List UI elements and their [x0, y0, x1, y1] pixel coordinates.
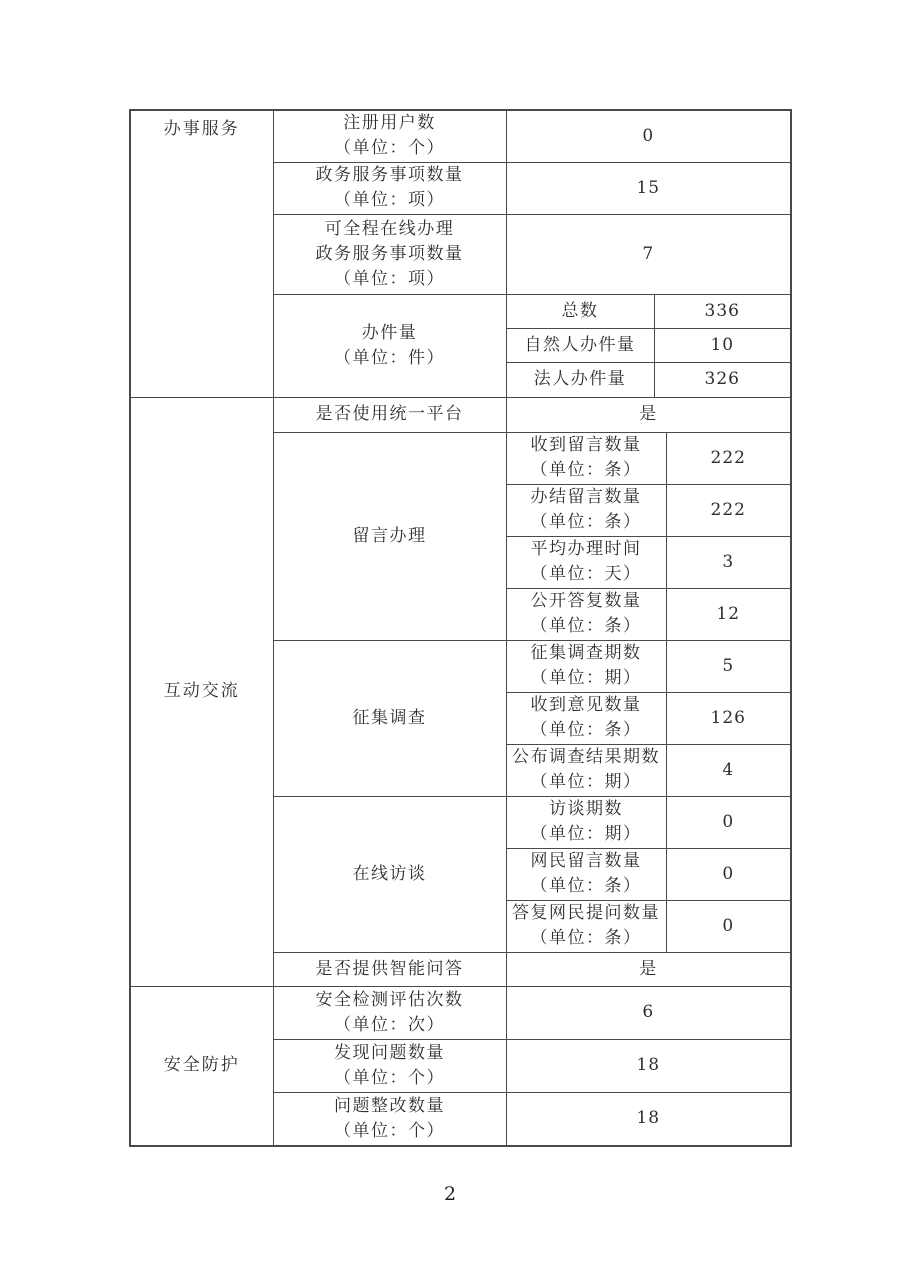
sub-label-cell: 答复网民提问数量 （单位：条）: [506, 900, 666, 952]
page-number: 2: [443, 1183, 457, 1205]
item-label-cell: 可全程在线办理 政务服务事项数量 （单位：项）: [273, 214, 506, 294]
value-cell: 336: [654, 294, 791, 328]
value-cell: 0: [666, 796, 791, 848]
value-cell: 10: [654, 328, 791, 362]
value-cell: 222: [666, 484, 791, 536]
sub-label-cell: 访谈期数 （单位：期）: [506, 796, 666, 848]
sub-label-cell: 收到留言数量 （单位：条）: [506, 432, 666, 484]
value-cell: 0: [666, 900, 791, 952]
item-label-cell: 政务服务事项数量 （单位：项）: [273, 162, 506, 214]
value-cell: 18: [506, 1092, 791, 1146]
value-cell: 326: [654, 362, 791, 397]
sub-label-cell: 平均办理时间 （单位：天）: [506, 536, 666, 588]
sub-label-cell: 收到意见数量 （单位：条）: [506, 692, 666, 744]
item-label-cell: 注册用户数 （单位：个）: [273, 110, 506, 162]
sub-label-cell: 总数: [506, 294, 654, 328]
value-cell: 0: [666, 848, 791, 900]
table-row: [130, 110, 791, 162]
table-row: [130, 397, 791, 432]
value-cell: 0: [506, 110, 791, 162]
value-cell: 18: [506, 1039, 791, 1092]
value-cell: 222: [666, 432, 791, 484]
value-cell: 5: [666, 640, 791, 692]
sub-label-cell: 自然人办件量: [506, 328, 654, 362]
value-cell: 7: [506, 214, 791, 294]
report-table: [129, 109, 792, 1147]
item-label-cell: 问题整改数量 （单位：个）: [273, 1092, 506, 1146]
report-table-body: [130, 110, 791, 1146]
category-cell: 安全防护: [130, 986, 273, 1146]
table-row: [130, 986, 791, 1039]
sub-label-cell: 法人办件量: [506, 362, 654, 397]
sub-label-cell: 网民留言数量 （单位：条）: [506, 848, 666, 900]
group-label-cell: 留言办理: [273, 432, 506, 640]
item-label-cell: 是否提供智能问答: [273, 952, 506, 986]
value-cell: 126: [666, 692, 791, 744]
item-label-cell: 发现问题数量 （单位：个）: [273, 1039, 506, 1092]
value-cell: 6: [506, 986, 791, 1039]
value-cell: 4: [666, 744, 791, 796]
group-label-cell: 征集调查: [273, 640, 506, 796]
item-label-cell: 安全检测评估次数 （单位：次）: [273, 986, 506, 1039]
value-cell: 3: [666, 536, 791, 588]
sub-label-cell: 征集调查期数 （单位：期）: [506, 640, 666, 692]
value-cell: 12: [666, 588, 791, 640]
sub-label-cell: 办结留言数量 （单位：条）: [506, 484, 666, 536]
value-cell: 是: [506, 397, 791, 432]
item-label-cell: 是否使用统一平台: [273, 397, 506, 432]
group-label-cell: 办件量 （单位：件）: [273, 294, 506, 397]
sub-label-cell: 公开答复数量 （单位：条）: [506, 588, 666, 640]
value-cell: 15: [506, 162, 791, 214]
group-label-cell: 在线访谈: [273, 796, 506, 952]
sub-label-cell: 公布调查结果期数 （单位：期）: [506, 744, 666, 796]
value-cell: 是: [506, 952, 791, 986]
category-cell: 互动交流: [130, 397, 273, 986]
category-cell: 办事服务: [130, 110, 273, 397]
